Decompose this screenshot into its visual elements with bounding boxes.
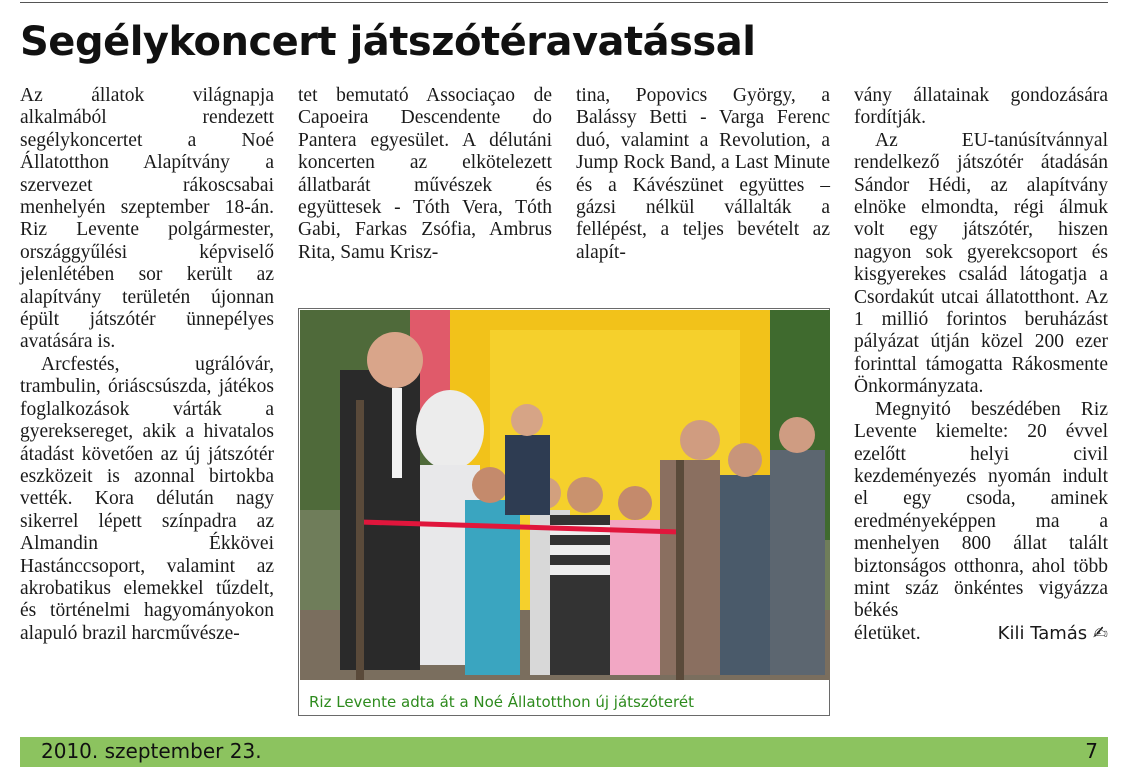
photo-image	[300, 310, 830, 680]
article-column-3	[576, 85, 830, 264]
page-footer	[20, 737, 1108, 767]
paragraph: Az EU-tanúsítvánnyal rendelkező játszótér átadásán Sándor Hédi, az alapítvány elnöke elmondta, régi álmuk volt egy játszótér, hiszen nagyon sok gyerekcsoport és kisgyerekes család látogatja a Csordakút utcai állatotthont. Az 1 millió forintos beruházást pályázat útján közel 200 ezer forinttal támogatta Rákosmente Önkormányzata.	[854, 129, 1108, 398]
article-column-1	[20, 85, 274, 645]
paragraph: Arcfestés, ugrálóvár, trambulin, óriáscsúszda, játékos foglalkozások várták a gyereksereget, akik a hivatalos átadást követően az új játszótér eszközeit is azonnal birtokba vették. Kora délután nagy sikerrel lépett színpadra az Almandin Ékkövei Hastánccsoport, valamint az akrobatikus elemekkel tűzdelt, és történelmi hagyományokon alapuló brazil harcművésze-	[20, 353, 274, 644]
paragraph: tina, Popovics György, a Balássy Betti - Varga Ferenc duó, valamint a Revolution, a Jump Rock Band, a Last Minute és a Kávészünet együttes – gázsi nélkül vállalták a fellépést, a teljes bevételt az alapít-	[576, 85, 830, 263]
photo-caption: Riz Levente adta át a Noé Állatotthon új játszóterét	[309, 693, 694, 711]
paragraph-end: életüket.	[854, 622, 921, 644]
paragraph: vány állatainak gondozására fordítják.	[854, 85, 1108, 129]
author-signature: Kili Tamás ✍	[997, 622, 1108, 644]
article-headline: Segélykoncert játszótéravatással	[20, 19, 756, 65]
paragraph: tet bemutató Associaçao de Capoeira Descendente do Pantera egyesület. A délutáni koncerten az elkötelezett állatbarát művészek és együttesek - Tóth Vera, Tóth Gabi, Farkas Zsófia, Ambrus Rita, Samu Krisz-	[298, 85, 552, 263]
paragraph: Az állatok világnapja alkalmából rendezett segélykoncertet a Noé Állatotthon Alapítvány a szervezet rákoscsabai menhelyén szeptember 18-án. Riz Levente polgármester, országgyűlési képviselő jelenlétében sor került az alapítvány területén újonnan épült játszótér ünnepélyes avatására is.	[20, 85, 274, 353]
article-column-4	[854, 85, 1108, 645]
top-rule	[20, 2, 1108, 3]
page-number: 7	[1085, 739, 1098, 763]
footer-date: 2010. szeptember 23.	[41, 739, 262, 763]
paragraph: Megnyitó beszédében Riz Levente kiemelte: 20 évvel ezelőtt helyi civil kezdeményezés nyomán indult el egy csoda, aminek eredményeképpen ma a menhelyen 800 állat talált biztonságos otthonra, ahol több mint száz önkéntes vigyázza békés	[854, 398, 1108, 622]
signature-line	[854, 623, 1108, 645]
article-column-2	[298, 85, 552, 264]
article-photo	[298, 308, 830, 716]
